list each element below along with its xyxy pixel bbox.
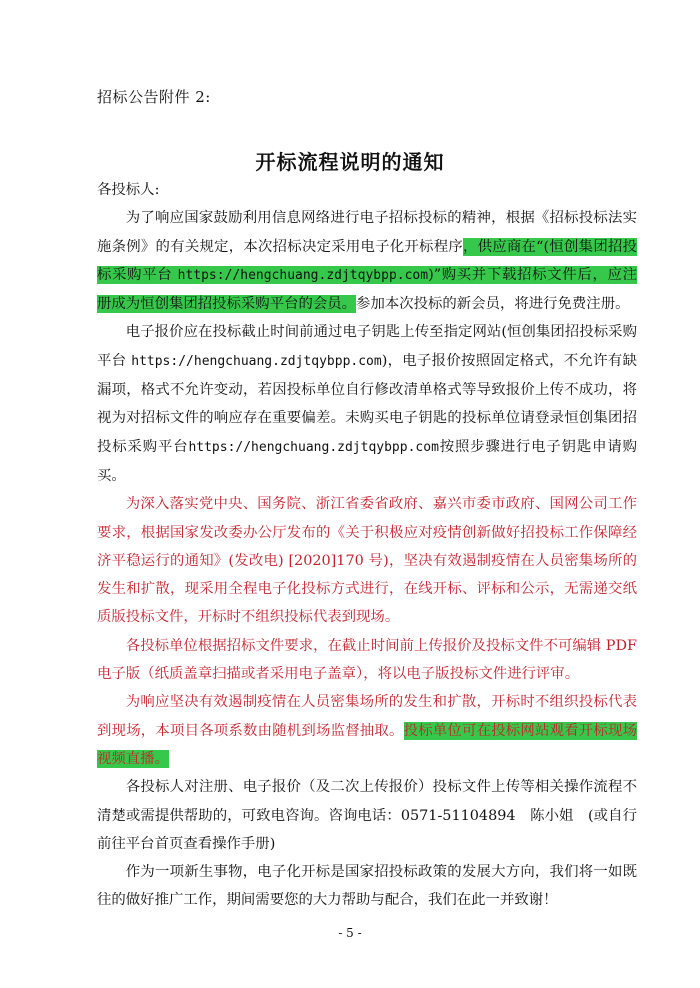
highlight-registration-text-a: ，供应商在“(恒创集团招投标采购平台 bbox=[97, 238, 637, 283]
page-number: - 5 - bbox=[338, 926, 362, 940]
salutation: 各投标人: bbox=[97, 182, 160, 198]
paragraph-electronic-quote-text-c: 按照步骤进行电子钥匙申请购买。 bbox=[97, 438, 637, 484]
paragraph-live-stream-text: 为响应坚决有效遏制疫情在人员密集场所的发生和扩散，开标时不组织投标代表到现场，本项目各项系数由随机到场监督抽取。 bbox=[97, 694, 637, 739]
document-title: 开标流程说明的通知 bbox=[255, 150, 445, 174]
highlight-live-stream: 投标单位可在投标网站观看开标现场视频直播。 bbox=[97, 722, 637, 767]
paragraph-electronic-quote-text-b: )，电子报价按照固定格式，不允许有缺漏项，格式不允许变动，若因投标单位自行修改清单格式等导致报价上传不成功，将视为对招标文件的响应存在重要偏差。未购买电子钥匙的投标单位请登录恒创集团招投标采购平台 bbox=[97, 352, 637, 455]
platform-url: https://hengchuang.zdjtqybpp.com bbox=[177, 267, 429, 283]
paragraph-live-stream bbox=[97, 688, 637, 773]
paragraph-epidemic-policy: 为深入落实党中央、国务院、浙江省委省政府、嘉兴市委市政府、国网公司工作要求，根据国家发改委办公厅发布的《关于积极应对疫情创新做好招投标工作保障经济平稳运行的通知》(发改电) [2020]170 号)，坚决有效遏制疫情在人员密集场所的发生和扩散，现采用全程电子化投标方式进行，在线开标、评标和公示，无需递交纸质版投标文件，开标时不组织投标代表到现场。 bbox=[97, 496, 637, 626]
document-body bbox=[97, 176, 637, 915]
paragraph-registration-tail: 参加本次投标的新会员，将进行免费注册。 bbox=[356, 296, 630, 313]
paragraph-contact: 各投标人对注册、电子报价（及二次上传报价）投标文件上传等相关操作流程不清楚或需提供帮助的，可致电咨询。咨询电话：0571-51104894 陈小姐 (或自行前往平台首页查看操作手册) bbox=[97, 779, 637, 852]
paragraph-closing: 作为一项新生事物，电子化开标是国家招投标政策的发展大方向，我们将一如既往的做好推广工作，期间需要您的大力帮助与配合，我们在此一并致谢！ bbox=[97, 864, 637, 909]
paragraph-registration bbox=[97, 204, 637, 318]
attachment-label: 招标公告附件 2: bbox=[97, 88, 211, 106]
platform-url-3: https://hengchuang.zdjtqybpp.com bbox=[188, 439, 439, 455]
platform-url-2: https://hengchuang.zdjtqybpp.com bbox=[131, 353, 382, 369]
paragraph-electronic-quote bbox=[97, 318, 637, 490]
paragraph-electronic-quote-text-a: 电子报价应在投标截止时间前通过电子钥匙上传至指定网站(恒创集团招投标采购平台 bbox=[97, 324, 637, 369]
highlight-registration-text-b: )”购买并下载招标文件后，应注册成为恒创集团招投标采购平台的会员。 bbox=[97, 266, 637, 313]
paragraph-registration-text: 为了响应国家鼓励利用信息网络进行电子招标投标的精神，根据《招标投标法实施条例》的有关规定，本次招标决定采用电子化开标程序 bbox=[97, 210, 637, 255]
paragraph-pdf-submission: 各投标单位根据招标文件要求，在截止时间前上传报价及投标文件不可编辑 PDF 电子版（纸质盖章扫描或者采用电子盖章），将以电子版投标文件进行评审。 bbox=[97, 637, 637, 683]
